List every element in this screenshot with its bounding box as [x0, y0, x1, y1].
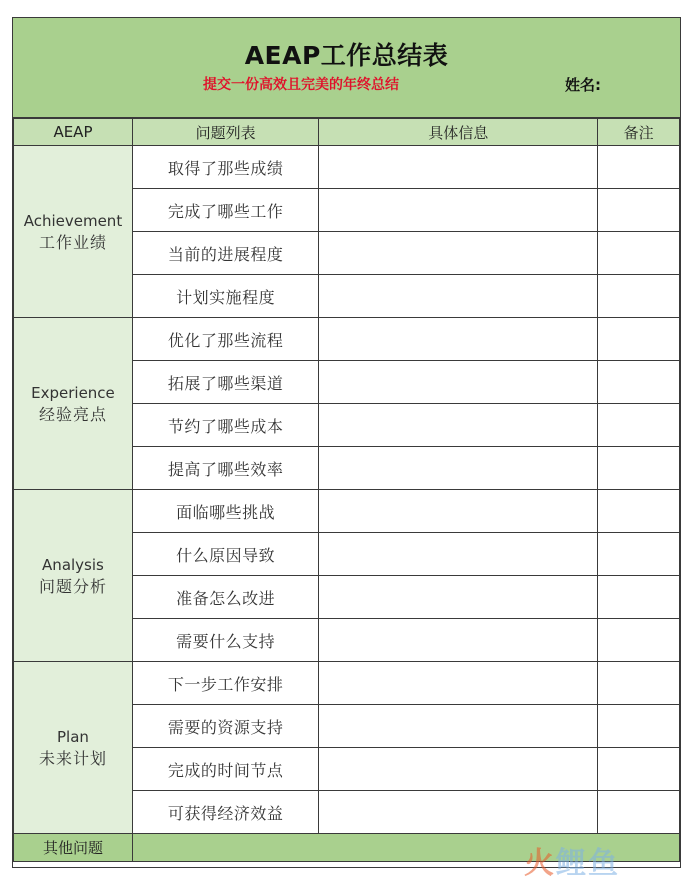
- details-cell[interactable]: [319, 232, 598, 275]
- category-zh-label: 工作业绩: [38, 232, 107, 252]
- details-cell[interactable]: [319, 490, 598, 533]
- notes-cell[interactable]: [598, 748, 680, 791]
- details-cell[interactable]: [319, 705, 598, 748]
- details-cell[interactable]: [319, 361, 598, 404]
- details-cell[interactable]: [319, 318, 598, 361]
- question-cell: 计划实施程度: [132, 275, 318, 318]
- notes-cell[interactable]: [598, 533, 680, 576]
- notes-cell[interactable]: [598, 232, 680, 275]
- table-row: [14, 490, 680, 533]
- question-cell: 可获得经济效益: [132, 791, 318, 834]
- notes-cell[interactable]: [598, 662, 680, 705]
- watermark-part-2: 鲤鱼: [556, 846, 620, 881]
- column-header-details: 具体信息: [319, 119, 598, 146]
- notes-cell[interactable]: [598, 275, 680, 318]
- column-header-row: [14, 119, 680, 146]
- details-cell[interactable]: [319, 533, 598, 576]
- details-cell[interactable]: [319, 619, 598, 662]
- category-en-label: Analysis: [42, 555, 104, 574]
- table-row: [14, 146, 680, 189]
- question-cell: 优化了那些流程: [132, 318, 318, 361]
- details-cell[interactable]: [319, 275, 598, 318]
- category-experience: [14, 318, 133, 490]
- category-en-label: Plan: [57, 727, 89, 746]
- category-analysis: [14, 490, 133, 662]
- notes-cell[interactable]: [598, 361, 680, 404]
- details-cell[interactable]: [319, 748, 598, 791]
- question-cell: 准备怎么改进: [132, 576, 318, 619]
- category-en-label: Achievement: [23, 211, 123, 230]
- question-cell: 需要什么支持: [132, 619, 318, 662]
- question-cell: 什么原因导致: [132, 533, 318, 576]
- notes-cell[interactable]: [598, 705, 680, 748]
- question-cell: 拓展了哪些渠道: [132, 361, 318, 404]
- details-cell[interactable]: [319, 189, 598, 232]
- details-cell[interactable]: [319, 662, 598, 705]
- notes-cell[interactable]: [598, 318, 680, 361]
- category-zh-label: 问题分析: [38, 576, 107, 596]
- notes-cell[interactable]: [598, 791, 680, 834]
- details-cell[interactable]: [319, 146, 598, 189]
- category-achievement: [14, 146, 133, 318]
- question-cell: 面临哪些挑战: [132, 490, 318, 533]
- sheet-subtitle: 提交一份高效且完美的年终总结: [203, 77, 399, 93]
- question-cell: 完成的时间节点: [132, 748, 318, 791]
- notes-cell[interactable]: [598, 404, 680, 447]
- question-cell: 下一步工作安排: [132, 662, 318, 705]
- column-header-questions: 问题列表: [132, 119, 318, 146]
- column-header-aeap: AEAP: [14, 119, 133, 146]
- notes-cell[interactable]: [598, 576, 680, 619]
- sheet-title: AEAP工作总结表: [244, 41, 449, 70]
- question-cell: 完成了哪些工作: [132, 189, 318, 232]
- table-row: [14, 662, 680, 705]
- summary-sheet: [12, 17, 681, 868]
- question-cell: 需要的资源支持: [132, 705, 318, 748]
- name-label: 姓名:: [565, 76, 601, 94]
- question-cell: 当前的进展程度: [132, 232, 318, 275]
- sheet-header: [13, 18, 680, 118]
- category-en-label: Experience: [31, 383, 115, 402]
- details-cell[interactable]: [319, 576, 598, 619]
- watermark-part-1: 火: [524, 846, 556, 881]
- notes-cell[interactable]: [598, 189, 680, 232]
- footer-label: 其他问题: [14, 834, 133, 862]
- watermark-logo: [524, 838, 620, 882]
- category-zh-label: 未来计划: [38, 748, 107, 768]
- details-cell[interactable]: [319, 447, 598, 490]
- notes-cell[interactable]: [598, 490, 680, 533]
- category-zh-label: 经验亮点: [38, 404, 107, 424]
- details-cell[interactable]: [319, 791, 598, 834]
- notes-cell[interactable]: [598, 447, 680, 490]
- question-cell: 节约了哪些成本: [132, 404, 318, 447]
- table-row: [14, 318, 680, 361]
- notes-cell[interactable]: [598, 619, 680, 662]
- category-plan: [14, 662, 133, 834]
- aeap-table: [13, 118, 680, 862]
- details-cell[interactable]: [319, 404, 598, 447]
- question-cell: 提高了哪些效率: [132, 447, 318, 490]
- question-cell: 取得了那些成绩: [132, 146, 318, 189]
- column-header-notes: 备注: [598, 119, 680, 146]
- notes-cell[interactable]: [598, 146, 680, 189]
